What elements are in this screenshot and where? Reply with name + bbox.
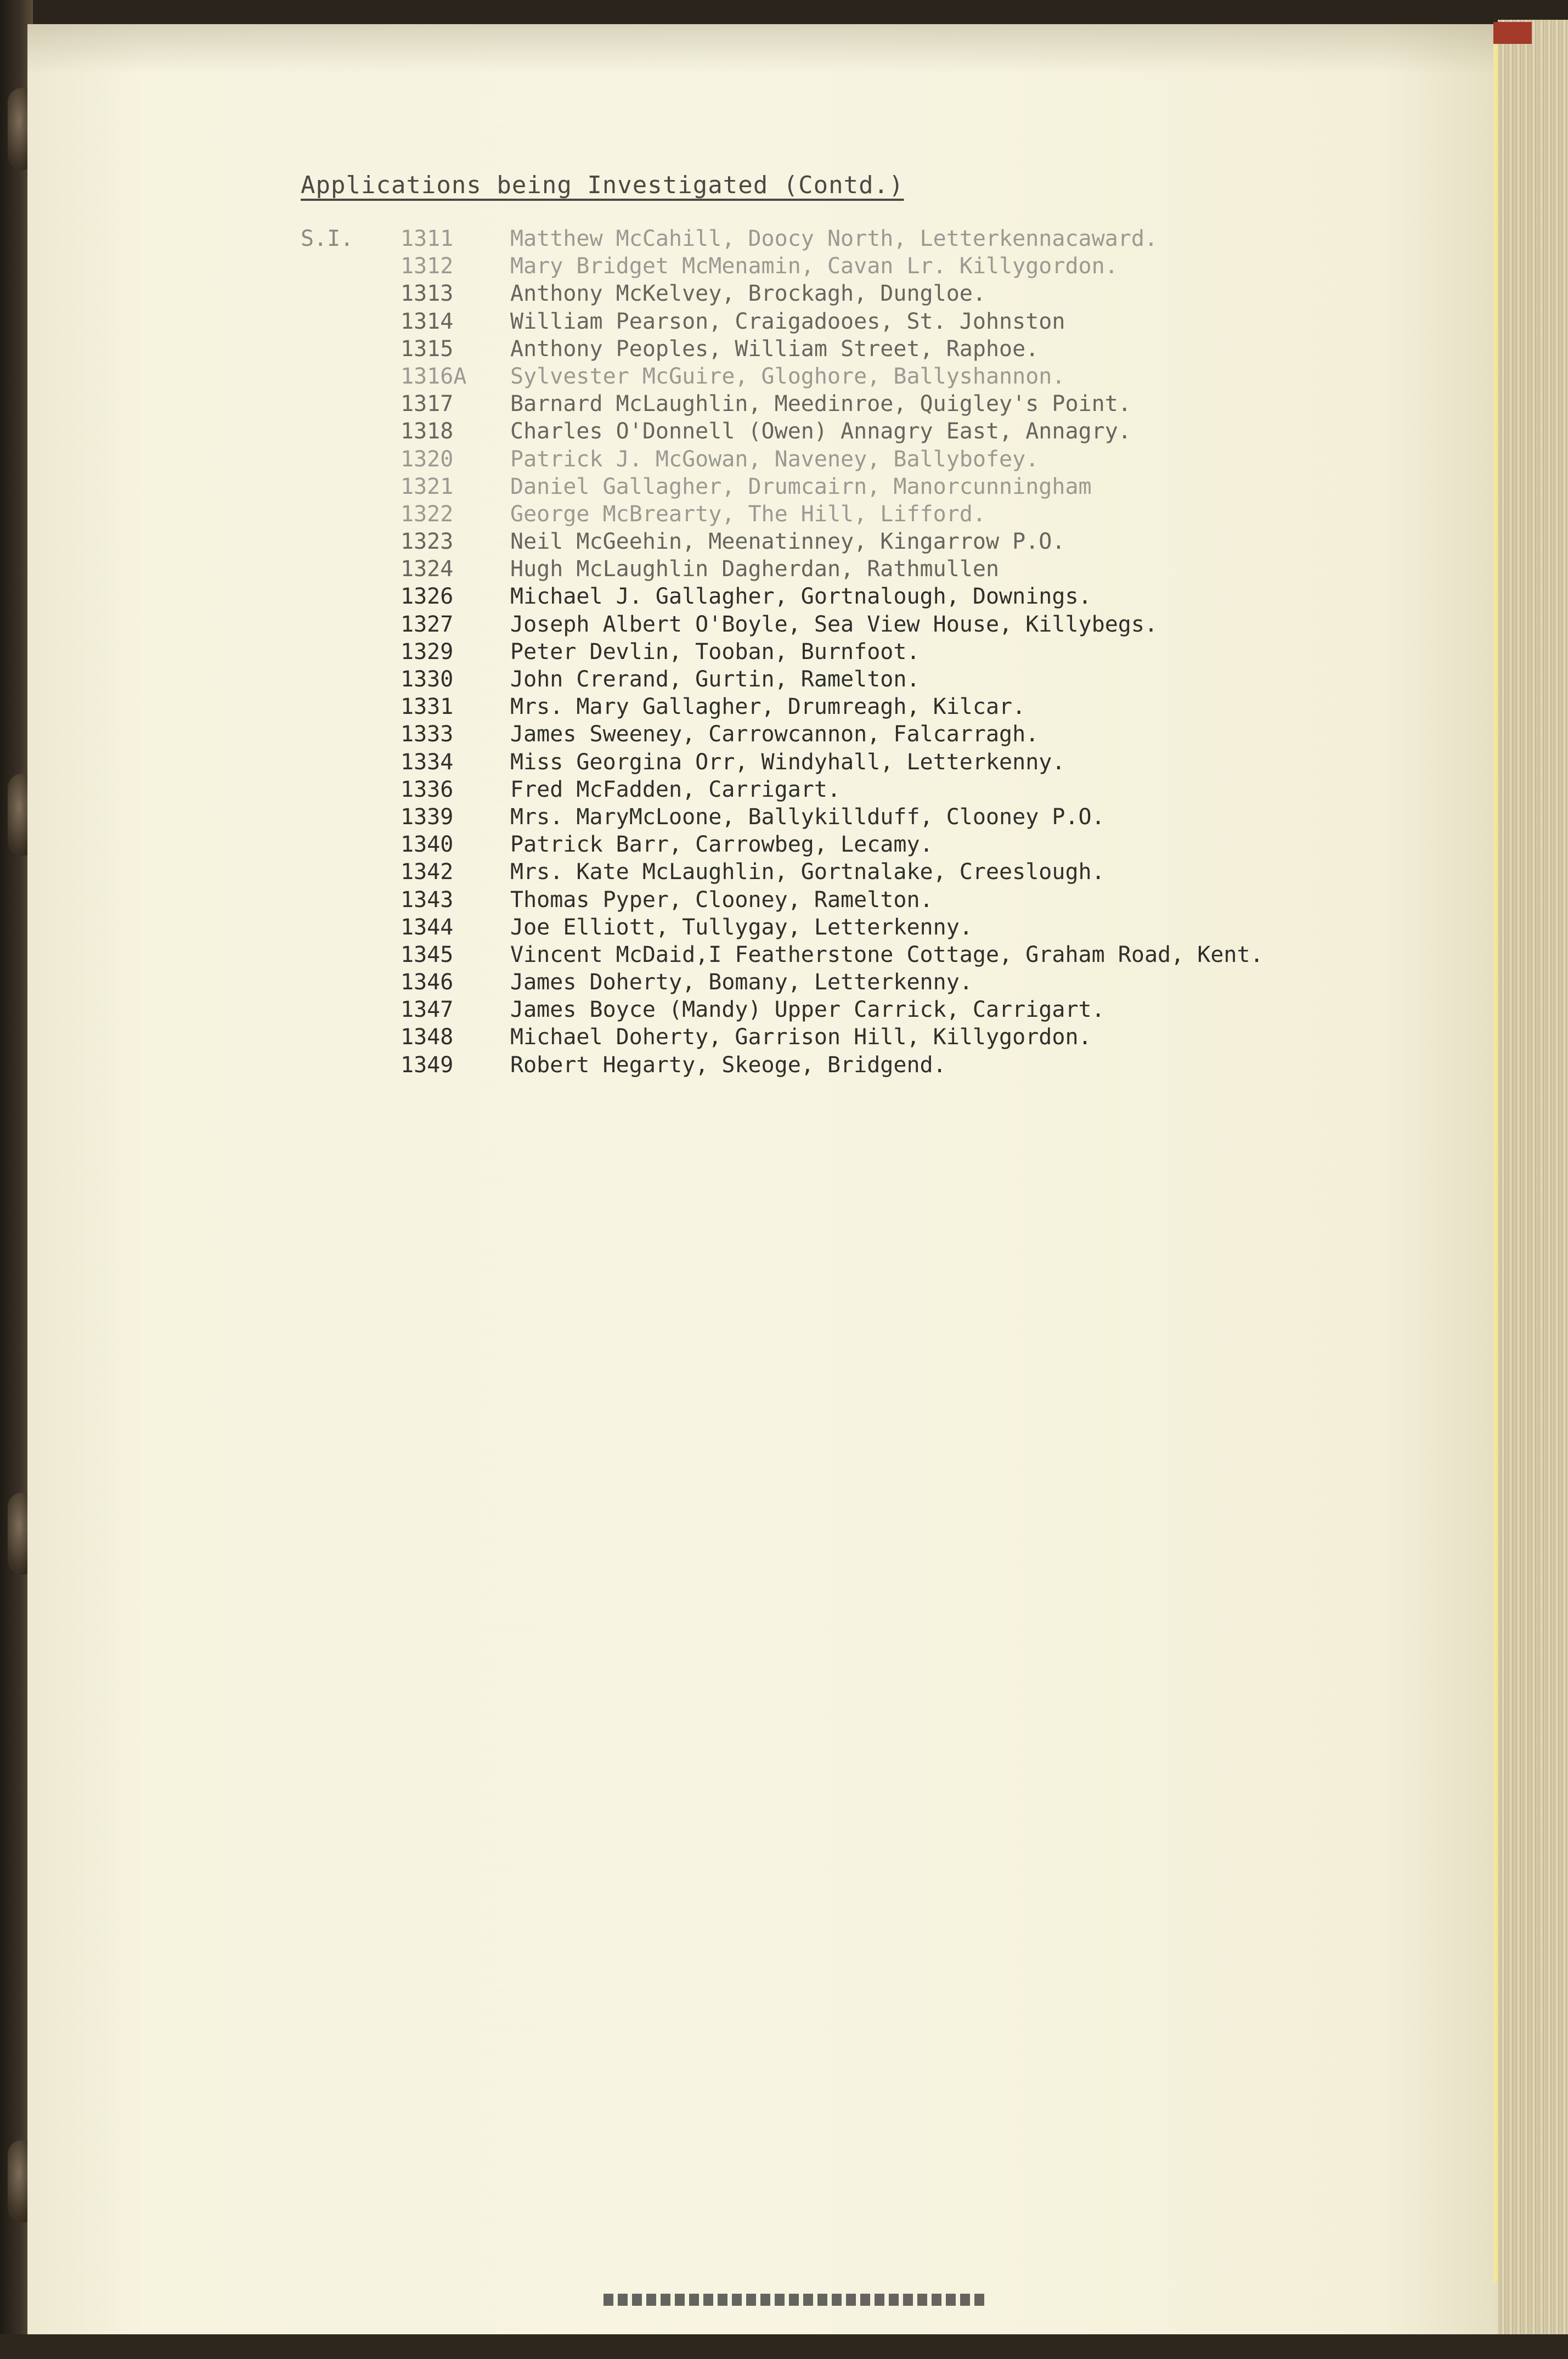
list-item [401,336,1470,364]
applicant-details: Thomas Pyper, Clooney, Ramelton. [510,887,933,913]
applications-list [401,226,1470,1080]
list-item [401,804,1470,832]
applicant-details: James Boyce (Mandy) Upper Carrick, Carrigart. [510,997,1105,1023]
red-page-tab [1493,22,1532,44]
series-label: S.I. [301,226,354,251]
applicant-details: Charles O'Donnell (Owen) Annagry East, Annagry. [510,419,1131,444]
applicant-details: Miss Georgina Orr, Windyhall, Letterkenny. [510,749,1065,775]
list-item [401,226,1470,254]
application-number: 1316A [401,363,467,389]
bottom-border [0,2334,1568,2359]
applicant-details: Sylvester McGuire, Gloghore, Ballyshannon. [510,363,1065,389]
application-number: 1314 [401,308,454,334]
application-number: 1318 [401,419,454,444]
list-item [401,997,1470,1024]
application-number: 1334 [401,749,454,775]
applicant-details: John Crerand, Gurtin, Ramelton. [510,667,920,692]
applicant-details: Anthony McKelvey, Brockagh, Dungloe. [510,281,986,307]
applicant-details: Anthony Peoples, William Street, Raphoe. [510,336,1039,362]
bottom-stamp-mark [603,2294,988,2306]
application-number: 1330 [401,667,454,692]
application-number: 1333 [401,722,454,747]
applicant-details: James Doherty, Bomany, Letterkenny. [510,970,973,995]
list-item [401,254,1470,281]
application-number: 1321 [401,474,454,499]
application-number: 1339 [401,804,454,830]
list-item [401,859,1470,887]
list-item [401,970,1470,997]
applicant-details: Mrs. MaryMcLoone, Ballykillduff, Clooney P.O. [510,804,1105,830]
list-item [401,584,1470,611]
application-number: 1320 [401,446,454,472]
list-item [401,887,1470,915]
list-item [401,667,1470,694]
list-item [401,639,1470,667]
applicant-details: Michael J. Gallagher, Gortnalough, Downings. [510,584,1092,610]
applicant-details: Mrs. Mary Gallagher, Drumreagh, Kilcar. [510,694,1026,720]
application-number: 1349 [401,1052,454,1078]
application-number: 1326 [401,584,454,610]
application-number: 1342 [401,859,454,885]
list-item [401,309,1470,336]
application-number: 1323 [401,529,454,555]
application-number: 1315 [401,336,454,362]
list-item [401,942,1470,970]
list-item [401,777,1470,804]
applicant-details: Peter Devlin, Tooban, Burnfoot. [510,639,920,665]
page-edges [1498,20,1568,2341]
applicant-details: Matthew McCahill, Doocy North, Letterkennacaward. [510,226,1158,251]
applicant-details: Fred McFadden, Carrigart. [510,776,841,802]
list-item [401,364,1470,391]
list-item [401,391,1470,419]
applicant-details: Joseph Albert O'Boyle, Sea View House, Killybegs. [510,611,1158,637]
list-item [401,502,1470,529]
list-item [401,722,1470,749]
application-number: 1311 [401,226,454,251]
applicant-details: Daniel Gallagher, Drumcairn, Manorcunningham [510,474,1092,499]
application-number: 1313 [401,281,454,307]
application-number: 1331 [401,694,454,720]
applicant-details: James Sweeney, Carrowcannon, Falcarragh. [510,722,1039,747]
list-item [401,750,1470,777]
list-item [401,419,1470,446]
list-item [401,832,1470,859]
application-number: 1317 [401,391,454,417]
page-shadow [27,24,1503,74]
application-number: 1322 [401,501,454,527]
applicant-details: Robert Hegarty, Skeoge, Bridgend. [510,1052,946,1078]
list-item [401,529,1470,556]
list-item [401,612,1470,639]
application-number: 1327 [401,611,454,637]
applicant-details: Patrick Barr, Carrowbeg, Lecamy. [510,832,933,858]
applicant-details: Michael Doherty, Garrison Hill, Killygordon. [510,1024,1092,1050]
application-number: 1312 [401,254,454,279]
list-item [401,1024,1470,1052]
list-item [401,694,1470,722]
list-item [401,447,1470,474]
list-item [401,556,1470,584]
application-number: 1345 [401,942,454,967]
applicant-details: Vincent McDaid,I Featherstone Cottage, Graham Road, Kent. [510,942,1264,967]
application-number: 1346 [401,970,454,995]
applicant-details: Hugh McLaughlin Dagherdan, Rathmullen [510,556,1000,582]
applicant-details: Mrs. Kate McLaughlin, Gortnalake, Creeslough. [510,859,1105,885]
application-number: 1343 [401,887,454,913]
application-number: 1336 [401,776,454,802]
applicant-details: Joe Elliott, Tullygay, Letterkenny. [510,914,973,940]
list-item [401,915,1470,942]
list-item [401,1052,1470,1080]
list-item [401,474,1470,502]
application-number: 1347 [401,997,454,1023]
application-number: 1329 [401,639,454,665]
applicant-details: Neil McGeehin, Meenatinney, Kingarrow P.O. [510,529,1065,555]
applicant-details: Patrick J. McGowan, Naveney, Ballybofey. [510,446,1039,472]
applicant-details: William Pearson, Craigadooes, St. Johnston [510,308,1065,334]
application-number: 1344 [401,914,454,940]
application-number: 1348 [401,1024,454,1050]
application-number: 1340 [401,832,454,858]
applicant-details: Barnard McLaughlin, Meedinroe, Quigley's Point. [510,391,1131,417]
application-number: 1324 [401,556,454,582]
applicant-details: Mary Bridget McMenamin, Cavan Lr. Killygordon. [510,254,1118,279]
document-title: Applications being Investigated (Contd.) [301,171,904,199]
list-item [401,281,1470,308]
applicant-details: George McBrearty, The Hill, Lifford. [510,501,986,527]
